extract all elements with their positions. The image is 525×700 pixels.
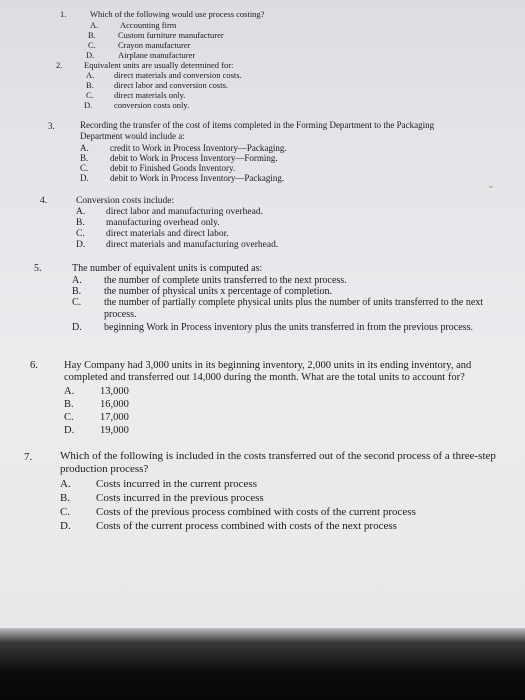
pencil-mark: ⌄ [487, 181, 495, 191]
question-stem: The number of equivalent units is computed as: [72, 263, 263, 274]
question-number: 1. [60, 9, 67, 19]
question-stem: Equivalent units are usually determined for: [84, 60, 234, 70]
question-number: 2. [56, 60, 63, 70]
question-number: 7. [24, 451, 33, 463]
question-number: 3. [48, 121, 55, 131]
question-stem: Which of the following is included in the costs transferred out of the second process of a three-step production process? [60, 450, 496, 475]
question-number: 4. [40, 196, 48, 206]
question-stem: Recording the transfer of the cost of items completed in the Forming Department to the Packaging Department would include a: [80, 120, 435, 141]
photo-shadow [0, 628, 525, 700]
question-number: 6. [30, 360, 38, 371]
question-stem: Hay Company had 3,000 units in its beginning inventory, 2,000 units in its ending inventory, and completed and transferred out 14,000 during the month. What are the total units to account for? [64, 360, 472, 384]
question-stem: Conversion costs include: [76, 196, 175, 206]
worksheet-page: 1. Which of the following would use process costing? A. Accounting firm B. Custom furniture manufacturer C. Crayon manufacturer D. Airplane manufacturer 2. Equivalent units are usually determined for: A. direct materials and conversion costs. B. direct labor and conversion costs. C. direct materials only. D. conversion costs only. 3. Recording the transfer of the cost of items completed in the Forming Department to the Packaging Department would include a: A. credit to Work in Process Inventory—Packaging. B. debit to Work in Process Inventory—Forming. C. debit to Finished Goods Inventory. D. debit to Work in Process Inventory—Packaging. ⌄ 4. Conversion costs include: A. direct labor and manufacturing overhead. B. manufacturing overhead only. C. direct materials and direct labor. D. direct materials and manufacturing overhead. 5. The number of equivalent units is computed as: A. the number of complete units transferred to the next process. B. the number of physical units x percentage of completion. C. the number of partially complete physical units plus the number of units transferred to the next process. D. beginning Work in Process inventory plus the units transferred in from the previous process. 6. Hay Company had 3,000 units in its beginning inventory, 2,000 units in its ending inventory, and completed and transferred out 14,000 during the month. What are the total units to account for? A. 13,000 B. 16,000 C. 17,000 D. 19,000 7. Which of the following is included in the costs transferred out of the second process of a three-step production process? A. Costs incurred in the current process B. Costs incurred in the previous process C. Costs of the previous process combined with costs of the current process D. Costs of the current process combined with costs of the next process [0, 0, 525, 628]
question-stem: Which of the following would use process costing? [90, 9, 265, 19]
question-number: 5. [34, 263, 42, 274]
